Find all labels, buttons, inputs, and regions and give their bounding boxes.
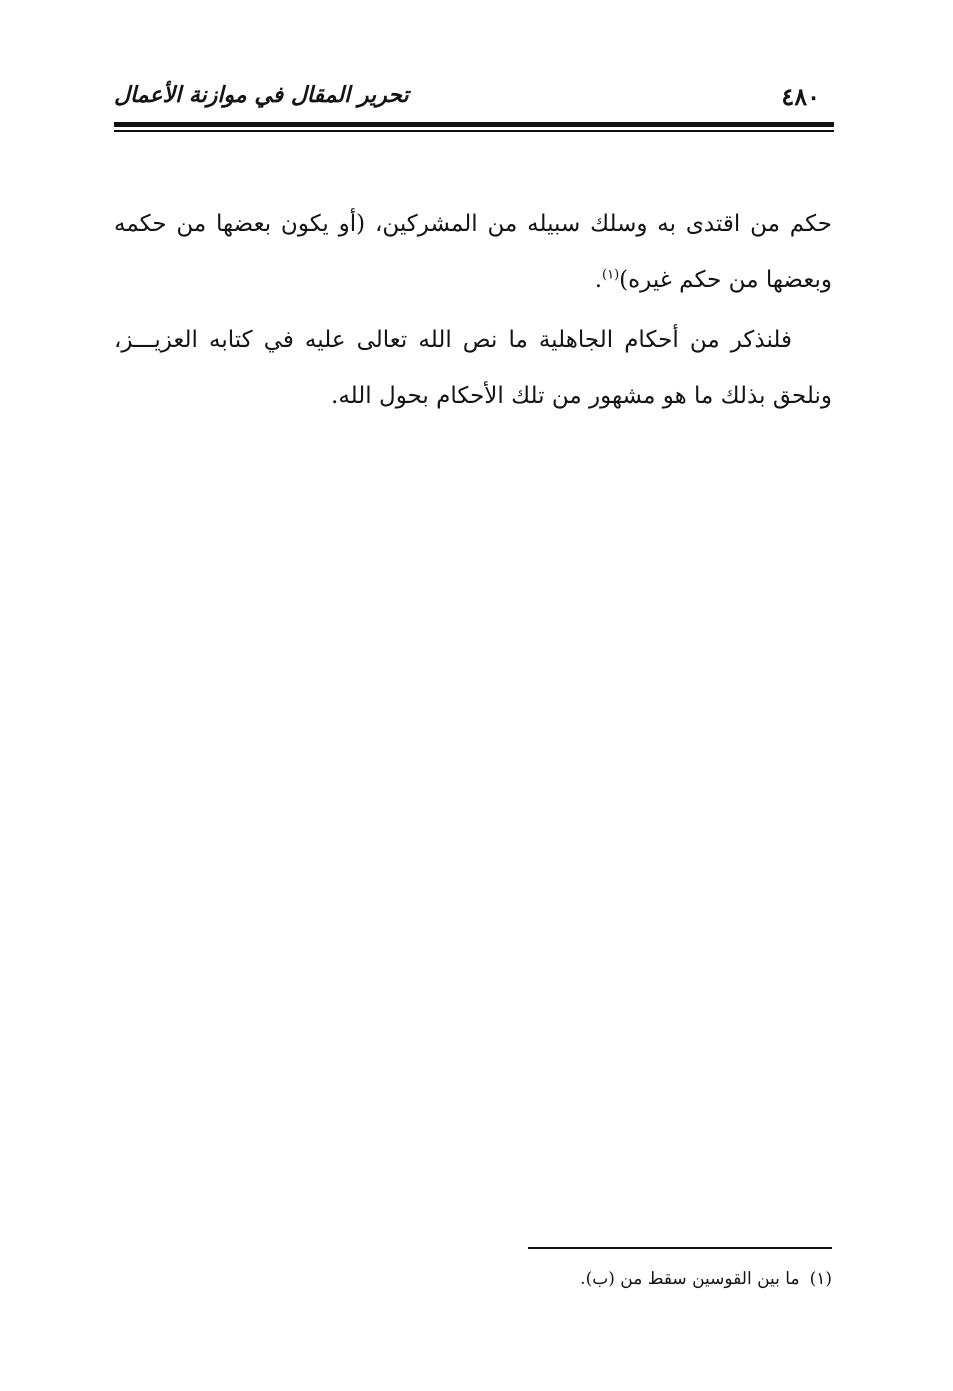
header-rule-thick	[114, 122, 834, 127]
paragraph-1-period: .	[594, 267, 603, 293]
running-header	[114, 78, 834, 122]
paragraph-1-text: حكم من اقتدى به وسلك سبيله من المشركين، (أو يكون بعضها من حكمه وبعضها من حكم غيره)	[114, 211, 832, 293]
footnote-reference[interactable]: (١)	[602, 267, 620, 283]
footnote-separator	[528, 1247, 832, 1249]
paragraph-1	[114, 196, 832, 308]
page-number: ٤٨٠	[781, 82, 820, 111]
book-title: تحرير المقال في موازنة الأعمال	[114, 82, 409, 108]
paragraph-2: فلنذكر من أحكام الجاهلية ما نص الله تعالى عليه في كتابه العزيـــز، ونلحق بذلك ما هو مشهور من تلك الأحكام بحول الله.	[114, 327, 832, 409]
footnote-text: ما بين القوسين سقط من (ب).	[580, 1269, 800, 1289]
header-rule-thin	[114, 130, 834, 132]
body-text	[114, 196, 832, 424]
footnote-1	[480, 1264, 832, 1294]
footnote-number: (١)	[809, 1269, 832, 1289]
